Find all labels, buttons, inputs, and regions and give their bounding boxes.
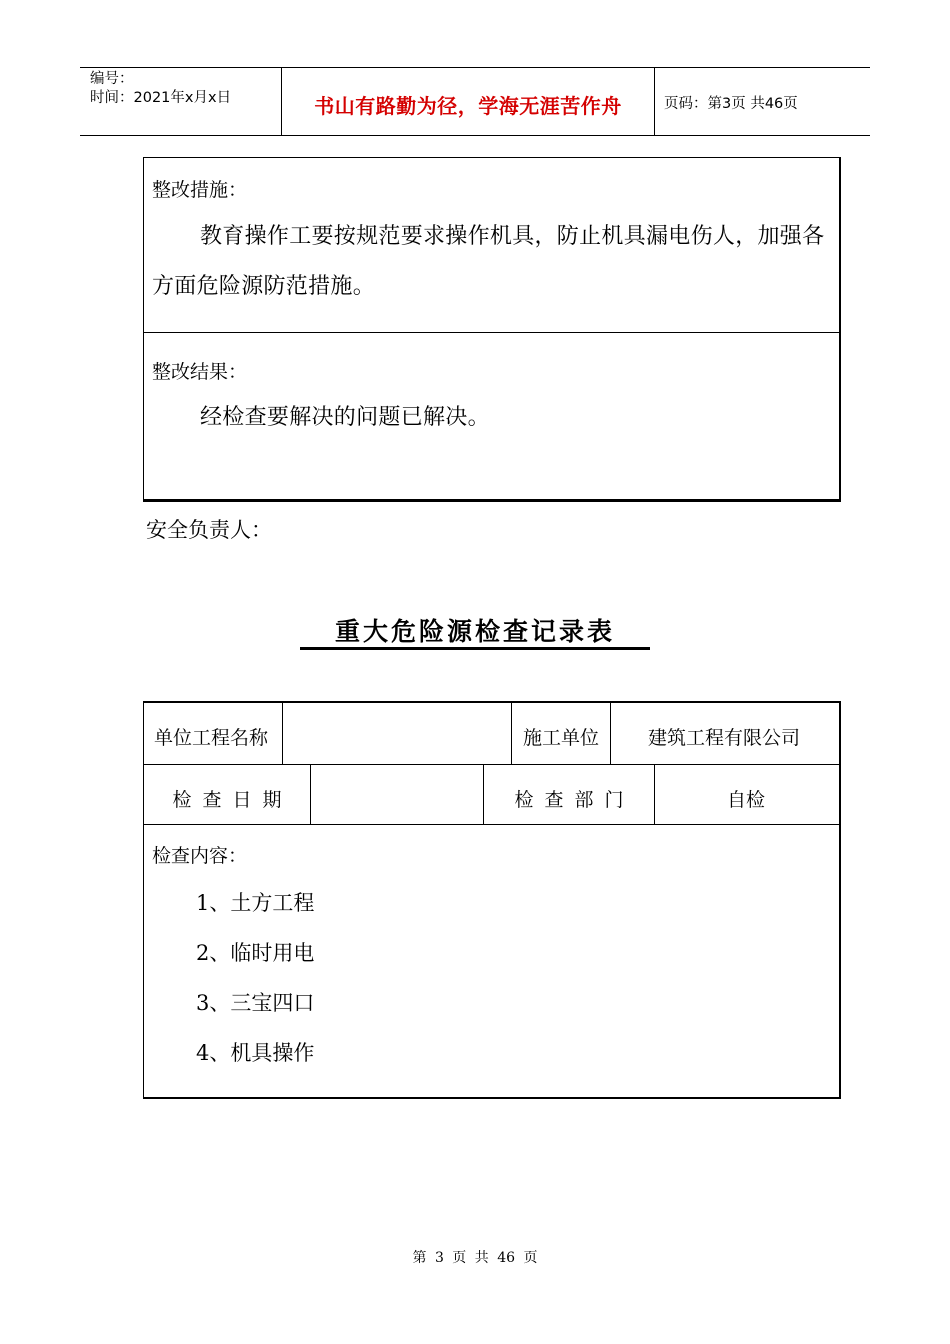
- measures-label: 整改措施：: [152, 179, 248, 201]
- result-label: 整改结果：: [152, 361, 248, 383]
- check-date-label: 检查日期: [172, 789, 293, 811]
- header-meta: [90, 70, 280, 108]
- construction-unit-value: 建筑工程有限公司: [647, 727, 800, 749]
- document-time-label: 时间：2021年x月x日: [90, 90, 232, 106]
- table-col-separator: [511, 703, 512, 764]
- safety-person-label: 安全负责人：: [146, 518, 272, 542]
- table-col-separator: [310, 764, 311, 824]
- check-item: 3、三宝四口: [196, 991, 315, 1015]
- check-dept-label: 检查部门: [514, 789, 635, 811]
- document-number-label: 编号：: [90, 71, 134, 87]
- header-top-rule: [80, 67, 870, 68]
- check-content-label: 检查内容：: [152, 845, 248, 867]
- check-item: 1、土方工程: [196, 891, 315, 915]
- page-title: 重大危险源检查记录表: [334, 617, 615, 646]
- page-footer: 第 3 页 共 46 页: [412, 1250, 538, 1266]
- measures-text: 教育操作工要按规范要求操作机具，防止机具漏电伤人，加强各方面危险源防范措施。: [152, 224, 825, 299]
- rectification-box: [143, 157, 841, 502]
- header-divider: [654, 67, 655, 135]
- box-divider: [144, 332, 839, 333]
- table-row-separator: [144, 824, 839, 825]
- header-motto: 书山有路勤为径，学海无涯苦作舟: [314, 94, 622, 118]
- check-item: 4、机具操作: [196, 1041, 315, 1065]
- table-row-separator: [144, 764, 839, 765]
- header-page-indicator: 页码：第3页 共46页: [664, 96, 798, 112]
- title-underline: [300, 647, 650, 650]
- table-col-separator: [282, 703, 283, 764]
- header-bottom-rule: [80, 135, 870, 136]
- result-text: 经检查要解决的问题已解决。: [200, 405, 490, 430]
- check-item: 2、临时用电: [196, 941, 315, 965]
- project-name-label: 单位工程名称: [154, 727, 269, 749]
- construction-unit-label: 施工单位: [523, 727, 600, 749]
- inspection-table: [143, 701, 841, 1099]
- check-dept-value: 自检: [726, 789, 765, 811]
